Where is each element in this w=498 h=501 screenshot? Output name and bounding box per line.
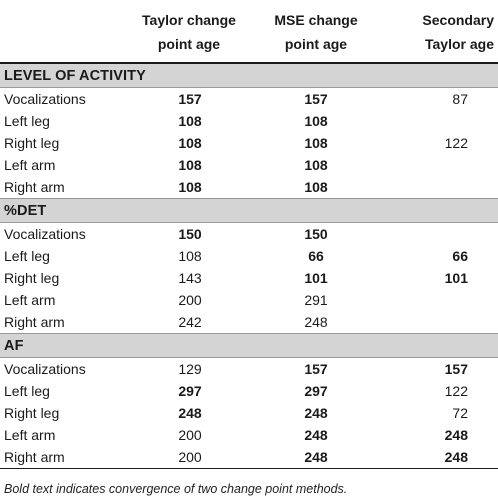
row-label-cell: Left leg xyxy=(4,383,50,399)
taylor-age-cell: 150 xyxy=(178,226,202,242)
mse-age-cell: 66 xyxy=(308,248,324,264)
header-taylor-line-2: point age xyxy=(157,36,221,52)
taylor-age-cell: 108 xyxy=(178,248,202,264)
secondary-taylor-age-cell xyxy=(382,154,498,176)
row-label-cell: Left leg xyxy=(4,248,50,264)
mse-age-cell: 150 xyxy=(304,226,328,242)
mse-age-cell: 297 xyxy=(304,383,328,399)
secondary-taylor-age-cell xyxy=(382,223,498,246)
secondary-taylor-age-cell xyxy=(382,176,498,199)
header-secondary-line-1: Secondary xyxy=(422,12,494,28)
secondary-taylor-age-cell: 157 xyxy=(444,361,468,377)
secondary-taylor-age-cell: 87 xyxy=(452,91,468,107)
mse-age-cell: 108 xyxy=(304,135,328,151)
row-label-cell: Left leg xyxy=(4,113,50,129)
taylor-age-cell: 297 xyxy=(178,383,202,399)
table-row xyxy=(0,380,498,402)
section-title: LEVEL OF ACTIVITY xyxy=(0,63,498,88)
row-label-cell: Right arm xyxy=(0,446,128,469)
table-row xyxy=(0,88,498,111)
row-label-cell: Vocalizations xyxy=(4,91,86,107)
row-label-cell: Right arm xyxy=(4,314,65,330)
secondary-taylor-age-cell xyxy=(382,289,498,311)
header-secondary-taylor-age xyxy=(382,0,498,63)
table-footnote: Bold text indicates convergence of two change point methods. xyxy=(4,482,348,496)
mse-age-cell: 248 xyxy=(304,427,328,443)
table-body xyxy=(0,63,498,469)
table-row xyxy=(0,358,498,381)
secondary-taylor-age-cell: 248 xyxy=(382,446,498,469)
mse-age-cell: 248 xyxy=(304,405,328,421)
header-secondary-line-2: Taylor age xyxy=(425,36,494,52)
section-header-af xyxy=(0,334,498,358)
row-label-cell: Right leg xyxy=(4,135,60,151)
table-row xyxy=(0,154,498,176)
taylor-age-cell: 200 xyxy=(178,292,202,308)
table-row xyxy=(0,424,498,446)
mse-age-cell: 108 xyxy=(304,113,328,129)
header-mse-change-point-age xyxy=(250,0,382,63)
table-row xyxy=(0,267,498,289)
mse-age-cell: 157 xyxy=(304,361,328,377)
secondary-taylor-age-cell xyxy=(382,311,498,334)
taylor-age-cell: 143 xyxy=(178,270,202,286)
taylor-age-cell: 108 xyxy=(178,135,202,151)
taylor-age-cell: 108 xyxy=(178,157,202,173)
secondary-taylor-age-cell: 122 xyxy=(444,383,468,399)
taylor-age-cell: 248 xyxy=(178,405,202,421)
taylor-age-cell: 108 xyxy=(178,113,202,129)
section-title: AF xyxy=(0,334,498,358)
taylor-age-cell: 129 xyxy=(178,361,202,377)
taylor-age-cell: 242 xyxy=(178,314,202,330)
section-header-det xyxy=(0,199,498,223)
table-row xyxy=(0,402,498,424)
table-row xyxy=(0,311,498,334)
secondary-taylor-age-cell: 72 xyxy=(452,405,468,421)
header-taylor-line-1: Taylor change xyxy=(142,12,236,28)
table-row xyxy=(0,223,498,246)
row-label-cell: Left arm xyxy=(4,157,56,173)
header-taylor-change-point-age xyxy=(128,0,250,63)
table-row xyxy=(0,289,498,311)
mse-age-cell: 101 xyxy=(304,270,328,286)
mse-age-cell: 248 xyxy=(304,314,328,330)
row-label-cell: Right leg xyxy=(4,270,60,286)
taylor-age-cell: 108 xyxy=(178,179,202,195)
secondary-taylor-age-cell: 101 xyxy=(444,270,468,286)
table-row xyxy=(0,110,498,132)
taylor-age-cell: 157 xyxy=(178,91,202,107)
mse-age-cell: 108 xyxy=(304,157,328,173)
row-label-cell: Right leg xyxy=(4,405,60,421)
row-label-cell: Vocalizations xyxy=(4,361,86,377)
taylor-age-cell: 200 xyxy=(178,427,202,443)
mse-age-cell: 248 xyxy=(250,446,382,469)
row-label-cell: Left arm xyxy=(4,427,56,443)
taylor-age-cell: 200 xyxy=(128,446,250,469)
secondary-taylor-age-cell xyxy=(382,110,498,132)
table-row xyxy=(0,245,498,267)
row-label-cell: Vocalizations xyxy=(4,226,86,242)
table-row xyxy=(0,446,498,469)
section-title: %DET xyxy=(0,199,498,223)
secondary-taylor-age-cell: 248 xyxy=(444,427,468,443)
secondary-taylor-age-cell: 122 xyxy=(444,135,468,151)
table-row xyxy=(0,176,498,199)
mse-age-cell: 157 xyxy=(304,91,328,107)
row-label-cell: Right arm xyxy=(4,179,65,195)
table-header xyxy=(0,0,498,63)
mse-age-cell: 291 xyxy=(304,292,328,308)
header-mse-line-1: MSE change xyxy=(274,12,358,28)
header-empty-cell xyxy=(0,0,128,63)
section-header-level-of-activity xyxy=(0,63,498,88)
header-mse-line-2: point age xyxy=(284,36,348,52)
row-label-cell: Left arm xyxy=(4,292,56,308)
header-row xyxy=(0,0,498,63)
table-row xyxy=(0,132,498,154)
secondary-taylor-age-cell: 66 xyxy=(452,248,468,264)
mse-age-cell: 108 xyxy=(304,179,328,195)
